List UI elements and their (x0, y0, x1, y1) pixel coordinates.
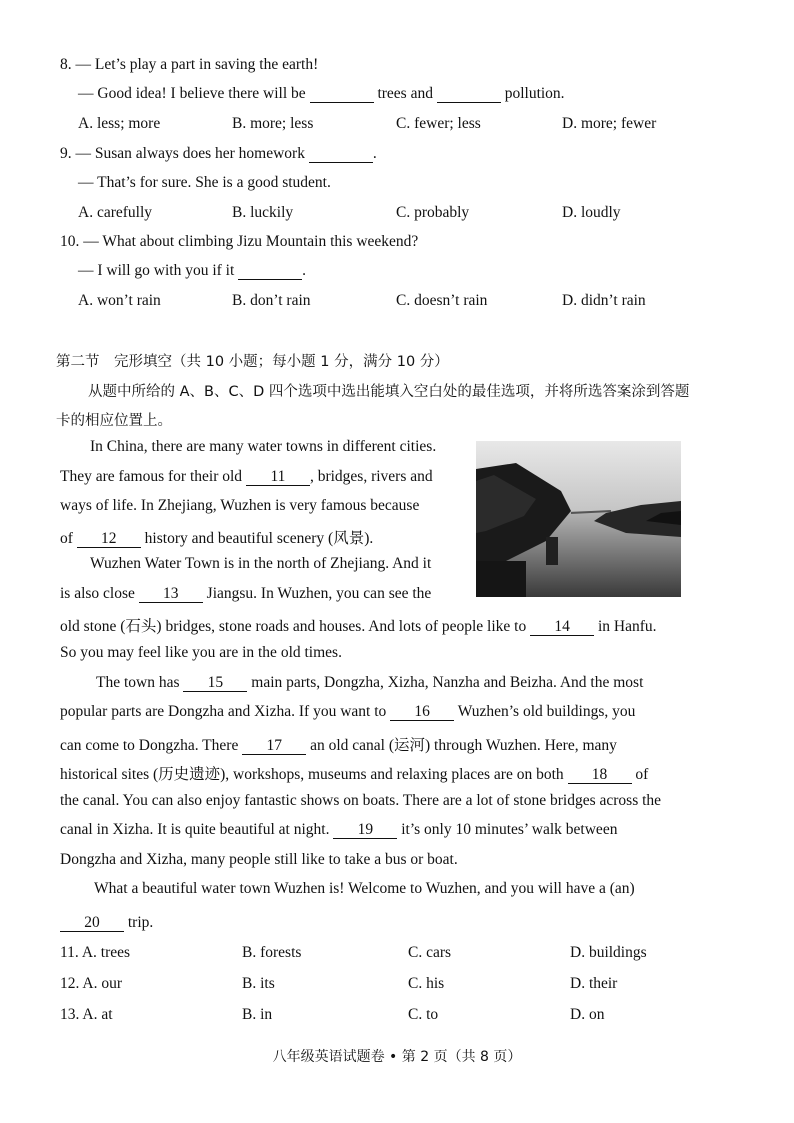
punctuation: . (302, 262, 307, 279)
passage-line (60, 733, 617, 755)
passage-line: the canal. You can also enjoy fantastic shows on boats. There are a lot of stone bridges across the (60, 792, 662, 809)
passage-line (60, 914, 153, 932)
question-10-line-2 (78, 262, 306, 280)
passage-text: an old canal (运河) through Wuzhen. Here, many (310, 737, 617, 754)
passage-text: is also close (60, 585, 135, 602)
option-a (60, 944, 130, 962)
cloze-blank-11: 11 (246, 469, 310, 486)
cloze-blank-19: 19 (333, 822, 397, 839)
passage-text: canal in Xizha. It is quite beautiful at night. (60, 821, 330, 838)
cloze-blank-18: 18 (568, 767, 632, 784)
passage-text: of (60, 530, 73, 547)
cloze-options-13 (60, 1006, 700, 1028)
answer-blank (238, 263, 302, 280)
option-a (60, 1006, 113, 1024)
option-text: A. our (82, 975, 123, 992)
page-footer: 八年级英语试题卷 • 第 2 页（共 8 页） (272, 1049, 522, 1065)
question-10-line-1 (60, 233, 418, 251)
passage-line: Wuzhen Water Town is in the north of Zhejiang. And it (90, 555, 432, 572)
question-number: 13. (60, 1006, 80, 1023)
passage-text: popular parts are Dongzha and Xizha. If you want to (60, 703, 387, 720)
option-c: C. to (408, 1006, 439, 1023)
passage-line (60, 585, 431, 603)
canal-illustration (476, 441, 681, 597)
option-text: A. trees (81, 944, 131, 961)
cloze-blank-20: 20 (60, 915, 124, 932)
option-c: C. probably (396, 204, 470, 221)
option-d: D. on (570, 1006, 605, 1023)
question-8-line-2 (78, 85, 565, 103)
option-b: B. its (242, 975, 275, 992)
answer-blank (437, 86, 501, 103)
cloze-blank-17: 17 (242, 738, 306, 755)
passage-line (60, 762, 648, 784)
passage-line (60, 526, 373, 548)
question-number: 8. (60, 56, 72, 73)
option-b: B. in (242, 1006, 273, 1023)
section-instruction: 从题中所给的 A、B、C、D 四个选项中选出能填入空白处的最佳选项，并将所选答案涂到答题卡的相应位置上。 (56, 384, 690, 429)
cloze-blank-15: 15 (183, 675, 247, 692)
passage-line (60, 468, 433, 486)
passage-text: Wuzhen’s old buildings, you (457, 703, 636, 720)
question-9-line-2 (78, 174, 331, 192)
dialogue-line: — Let’s play a part in saving the earth! (75, 56, 319, 73)
option-b: B. forests (242, 944, 302, 961)
option-text: A. at (82, 1006, 113, 1023)
answer-blank (310, 86, 374, 103)
question-8-options (78, 115, 698, 137)
dialogue-line: — What about climbing Jizu Mountain this weekend? (83, 233, 419, 250)
passage-line: In China, there are many water towns in different cities. (90, 438, 437, 455)
option-d: D. buildings (570, 944, 647, 961)
cloze-blank-14: 14 (530, 619, 594, 636)
option-b: B. more; less (232, 115, 314, 132)
question-8-line-1 (60, 56, 318, 74)
question-number: 9. (60, 145, 72, 162)
passage-text: historical sites (历史遗迹), workshops, museums and relaxing places are on both (60, 766, 564, 783)
passage-line: So you may feel like you are in the old times. (60, 644, 342, 661)
question-10-options (78, 292, 698, 314)
passage-text: it’s only 10 minutes’ walk between (401, 821, 618, 838)
option-c: C. doesn’t rain (396, 292, 488, 309)
option-c: C. his (408, 975, 445, 992)
passage-text: trip. (127, 914, 154, 931)
question-number: 11. (60, 944, 79, 961)
option-a (60, 975, 122, 993)
passage-text: main parts, Dongzha, Xizha, Nanzha and Beizha. And the most (251, 674, 644, 691)
option-a: A. less; more (78, 115, 161, 132)
passage-text: old stone (石头) bridges, stone roads and houses. And lots of people like to (60, 618, 527, 635)
option-b: B. luckily (232, 204, 294, 221)
option-c: C. fewer; less (396, 115, 481, 132)
option-d: D. didn’t rain (562, 292, 646, 309)
question-number: 10. (60, 233, 80, 250)
dialogue-line: — That’s for sure. She is a good student. (78, 174, 331, 191)
cloze-options-11 (60, 944, 700, 966)
dialogue-line: — Good idea! I believe there will be (78, 85, 306, 102)
dialogue-line: — Susan always does her homework (75, 145, 305, 162)
option-d: D. loudly (562, 204, 621, 221)
passage-line (96, 674, 643, 692)
dialogue-line: pollution. (504, 85, 565, 102)
passage-text: The town has (96, 674, 180, 691)
passage-text: of (635, 766, 649, 783)
passage-text: Jiangsu. In Wuzhen, you can see the (206, 585, 432, 602)
passage-line: What a beautiful water town Wuzhen is! Welcome to Wuzhen, and you will have a (an) (94, 880, 635, 897)
dialogue-line: trees and (377, 85, 433, 102)
section-title: 第二节 完形填空（共 10 小题；每小题 1 分，满分 10 分） (56, 354, 449, 370)
passage-line: Dongzha and Xizha, many people still like to take a bus or boat. (60, 851, 458, 868)
question-9-options (78, 204, 698, 226)
question-9-line-1 (60, 145, 377, 163)
dialogue-line: — I will go with you if it (78, 262, 235, 279)
question-number: 12. (60, 975, 80, 992)
option-d: D. more; fewer (562, 115, 657, 132)
passage-text: in Hanfu. (597, 618, 657, 635)
passage-text: They are famous for their old (60, 468, 243, 485)
passage-line: ways of life. In Zhejiang, Wuzhen is very famous because (60, 497, 420, 514)
wuzhen-canal-photo (476, 441, 681, 597)
punctuation: . (372, 145, 377, 162)
passage-line (60, 614, 657, 636)
option-d: D. their (570, 975, 618, 992)
passage-text: , bridges, rivers and (309, 468, 433, 485)
option-b: B. don’t rain (232, 292, 311, 309)
passage-line (60, 821, 617, 839)
cloze-blank-12: 12 (77, 531, 141, 548)
passage-text: history and beautiful scenery (风景). (144, 530, 374, 547)
passage-line (60, 703, 635, 721)
answer-blank (309, 146, 373, 163)
cloze-blank-16: 16 (390, 704, 454, 721)
option-c: C. cars (408, 944, 452, 961)
option-a: A. carefully (78, 204, 153, 221)
cloze-blank-13: 13 (139, 586, 203, 603)
option-a: A. won’t rain (78, 292, 161, 309)
cloze-options-12 (60, 975, 700, 997)
passage-text: can come to Dongzha. There (60, 737, 239, 754)
